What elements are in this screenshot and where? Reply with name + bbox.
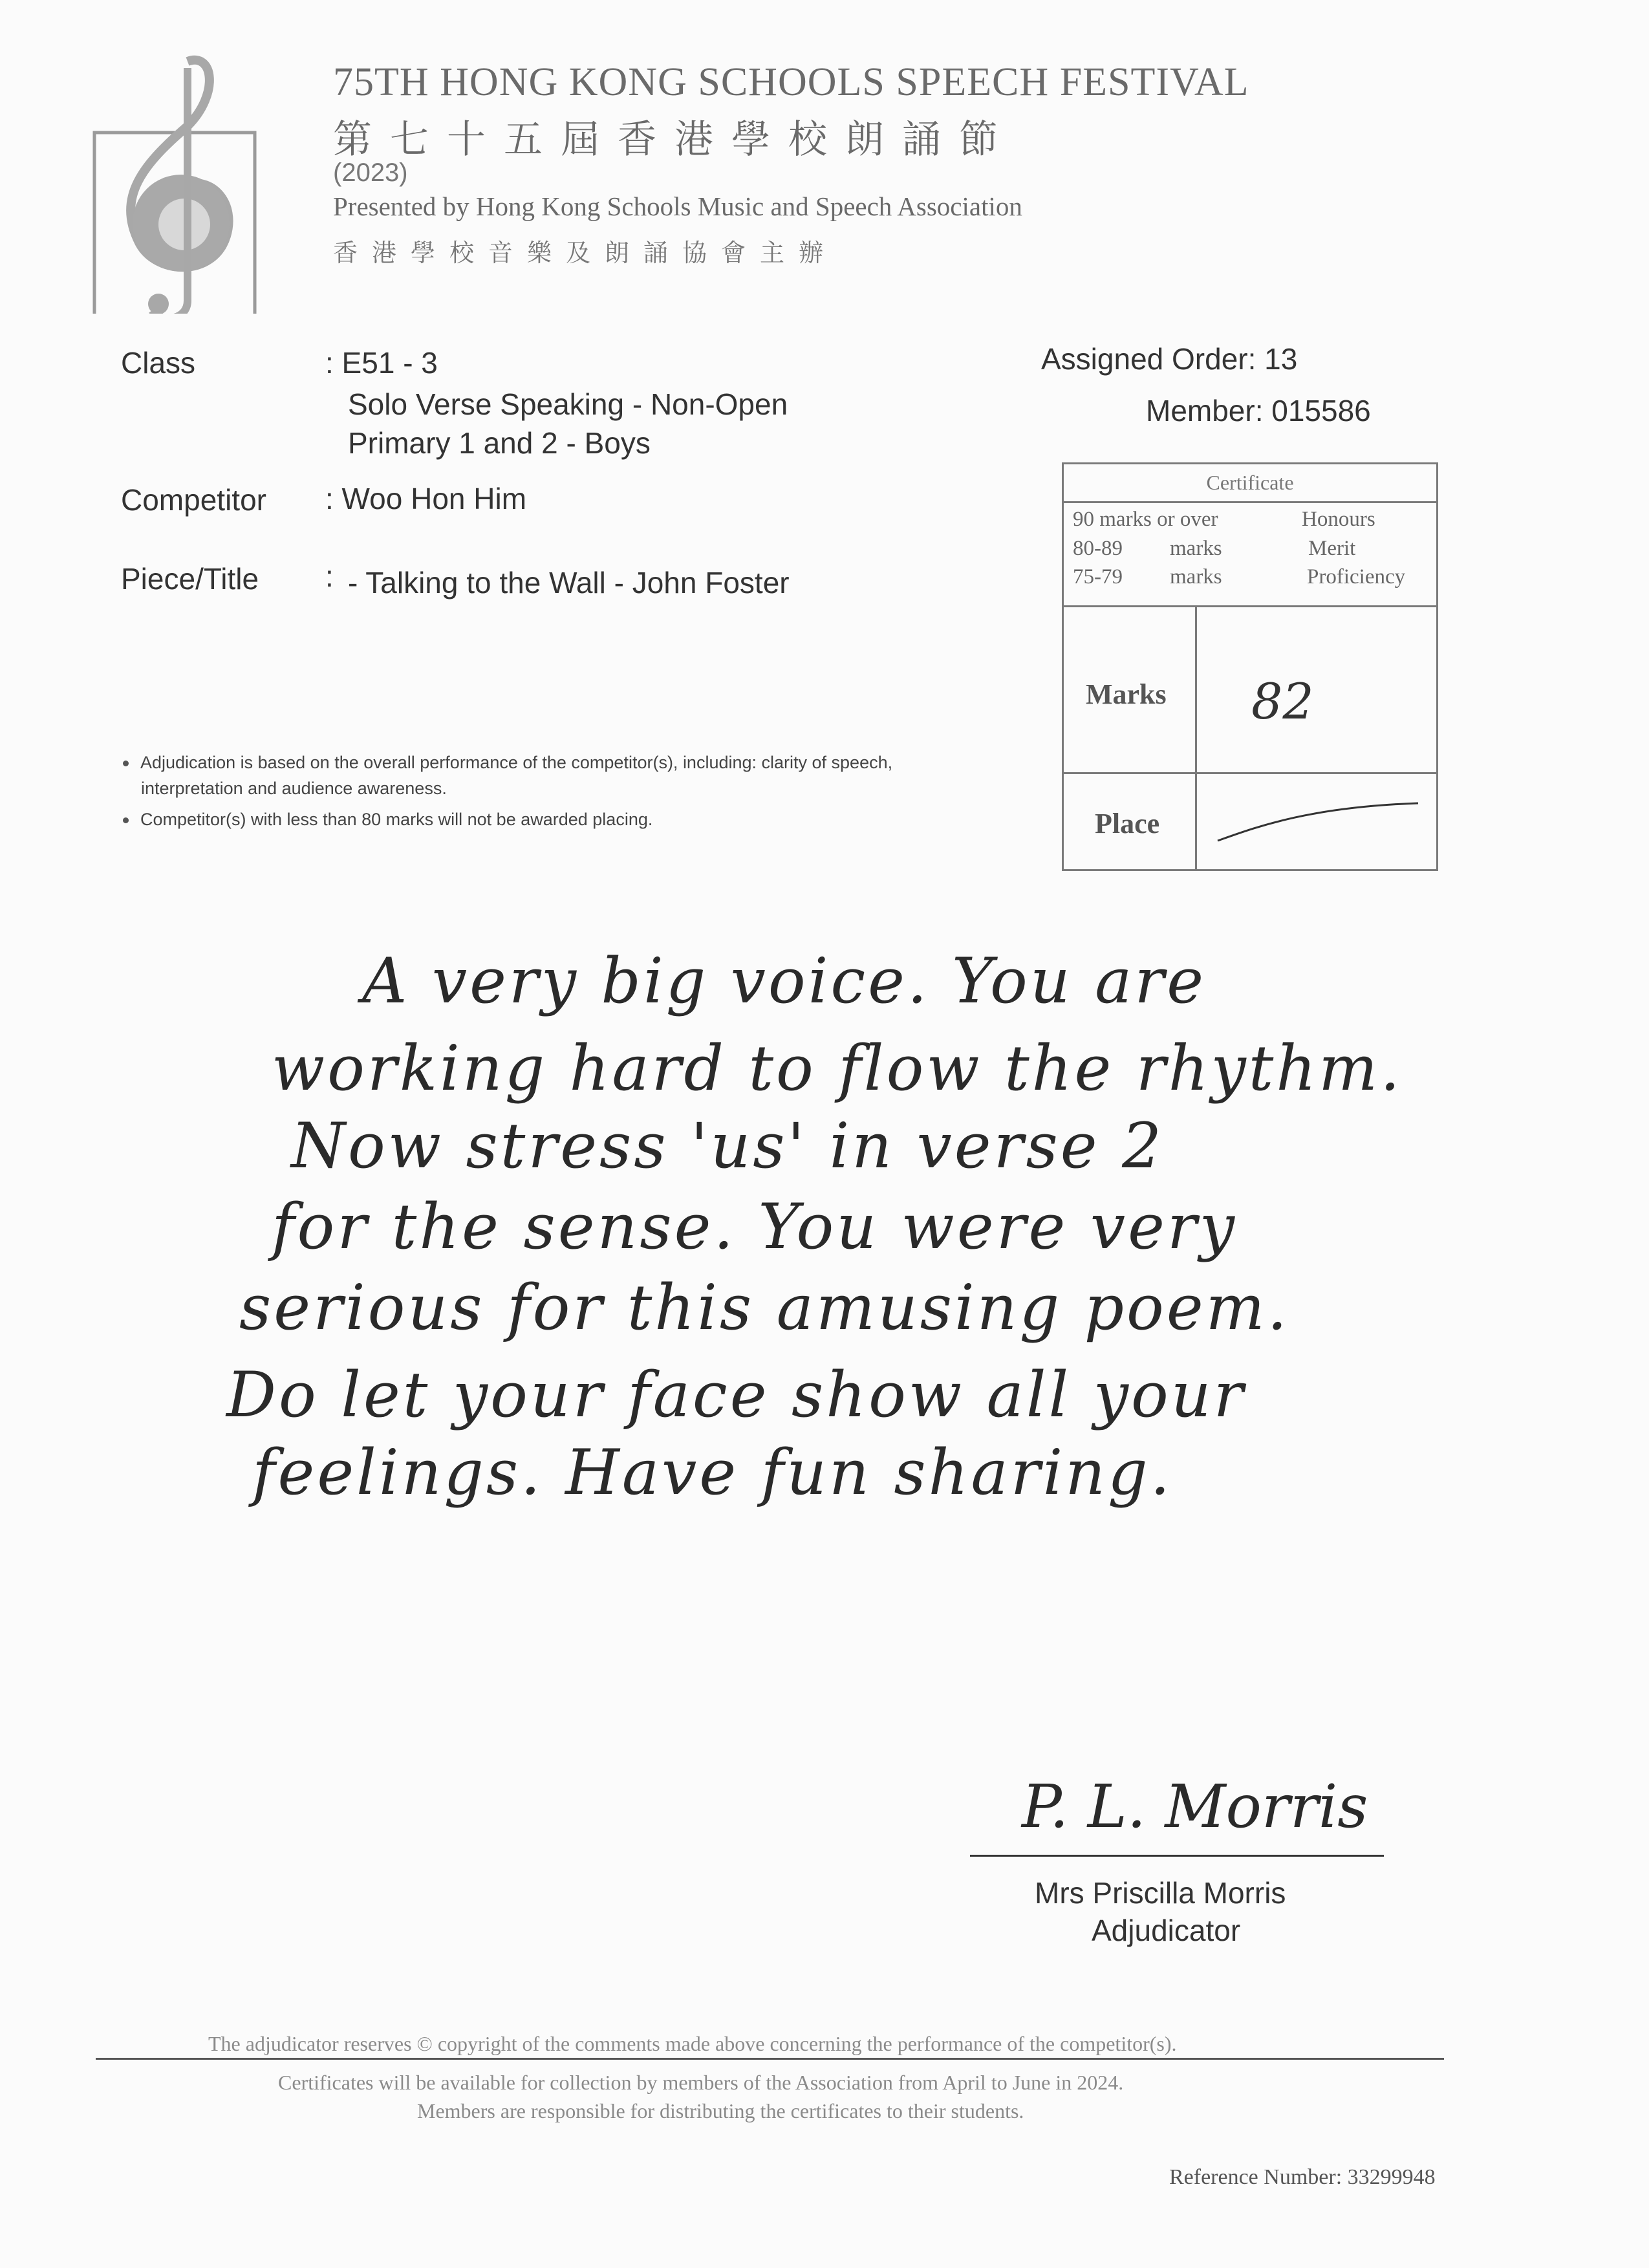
bullet-icon bbox=[123, 761, 129, 766]
adjudicator-name: Mrs Priscilla Morris bbox=[1035, 1876, 1286, 1910]
adjudicator-role: Adjudicator bbox=[1092, 1914, 1241, 1947]
presented-by-chinese: 香港學校音樂及朗誦協會主辦 bbox=[333, 240, 838, 267]
piece-title: - Talking to the Wall - John Foster bbox=[348, 566, 790, 599]
certificate-collection-note: Certificates will be available for collection by members of the Association from April to June in 2024. bbox=[278, 2071, 1124, 2094]
class-name-line1: Solo Verse Speaking - Non-Open bbox=[348, 387, 788, 421]
comment-line: for the sense. You were very bbox=[272, 1191, 1238, 1263]
treble-clef-logo-icon bbox=[91, 55, 259, 314]
reference-number: Reference Number: 33299948 bbox=[1169, 2165, 1436, 2189]
note-adjudication-continued: interpretation and audience awareness. bbox=[141, 779, 447, 798]
class-code: : E51 - 3 bbox=[325, 346, 438, 380]
place-dash-mark bbox=[1212, 788, 1426, 852]
competitor-name: : Woo Hon Him bbox=[325, 482, 527, 515]
signature-line bbox=[970, 1855, 1384, 1857]
class-name-line2: Primary 1 and 2 - Boys bbox=[348, 426, 651, 460]
level-unit-proficiency: marks bbox=[1170, 565, 1222, 589]
copyright-notice: The adjudicator reserves © copyright of the comments made above concerning the performance of the competitor(s). bbox=[208, 2032, 1177, 2055]
comment-line: Do let your face show all your bbox=[226, 1359, 1246, 1431]
adjudicator-comments bbox=[213, 925, 1474, 1559]
level-unit-merit: marks bbox=[1170, 537, 1222, 560]
certificate-caption: Certificate bbox=[1064, 464, 1436, 503]
level-range-merit: 80-89 bbox=[1073, 537, 1123, 560]
level-range-proficiency: 75-79 bbox=[1073, 565, 1123, 589]
bullet-icon bbox=[123, 817, 129, 823]
certificate-divider bbox=[1064, 605, 1436, 607]
comment-line: working hard to flow the rhythm. bbox=[272, 1032, 1403, 1105]
place-label: Place bbox=[1095, 808, 1160, 839]
marks-label: Marks bbox=[1086, 678, 1167, 710]
comment-line: serious for this amusing poem. bbox=[239, 1271, 1290, 1344]
certificate-distribution-note: Members are responsible for distributing the certificates to their students. bbox=[417, 2099, 1024, 2122]
certificate-divider bbox=[1064, 501, 1436, 503]
festival-title: 75TH HONG KONG SCHOOLS SPEECH FESTIVAL bbox=[333, 60, 1249, 104]
assigned-order: Assigned Order: 13 bbox=[1041, 342, 1298, 376]
piece-colon: : bbox=[325, 559, 334, 593]
footer-rule bbox=[96, 2058, 1444, 2060]
marks-value: 82 bbox=[1251, 673, 1314, 730]
level-award-merit: Merit bbox=[1308, 537, 1356, 560]
member-number: Member: 015586 bbox=[1146, 394, 1371, 427]
note-adjudication: Adjudication is based on the overall performance of the competitor(s), including: clarity of speech, bbox=[123, 753, 892, 773]
festival-title-chinese: 第七十五屆香港學校朗誦節 bbox=[333, 118, 1016, 161]
level-range-honours: 90 marks or over bbox=[1073, 508, 1218, 531]
festival-year: (2023) bbox=[333, 158, 408, 187]
note-placing: Competitor(s) with less than 80 marks will not be awarded placing. bbox=[123, 810, 652, 830]
piece-label: Piece/Title bbox=[121, 562, 259, 596]
competitor-label: Competitor bbox=[121, 483, 266, 517]
comment-line: Now stress 'us' in verse 2 bbox=[291, 1110, 1165, 1182]
level-award-honours: Honours bbox=[1302, 508, 1375, 531]
class-label: Class bbox=[121, 346, 196, 380]
presented-by: Presented by Hong Kong Schools Music and Speech Association bbox=[333, 191, 1022, 221]
comment-line: A very big voice. You are bbox=[362, 945, 1207, 1017]
certificate-box bbox=[1062, 462, 1438, 871]
level-award-proficiency: Proficiency bbox=[1307, 565, 1406, 589]
adjudicator-signature: P. L. Morris bbox=[1022, 1772, 1368, 1841]
certificate-column-divider bbox=[1195, 607, 1197, 869]
certificate-divider bbox=[1064, 772, 1436, 774]
comment-line: feelings. Have fun sharing. bbox=[252, 1436, 1173, 1509]
